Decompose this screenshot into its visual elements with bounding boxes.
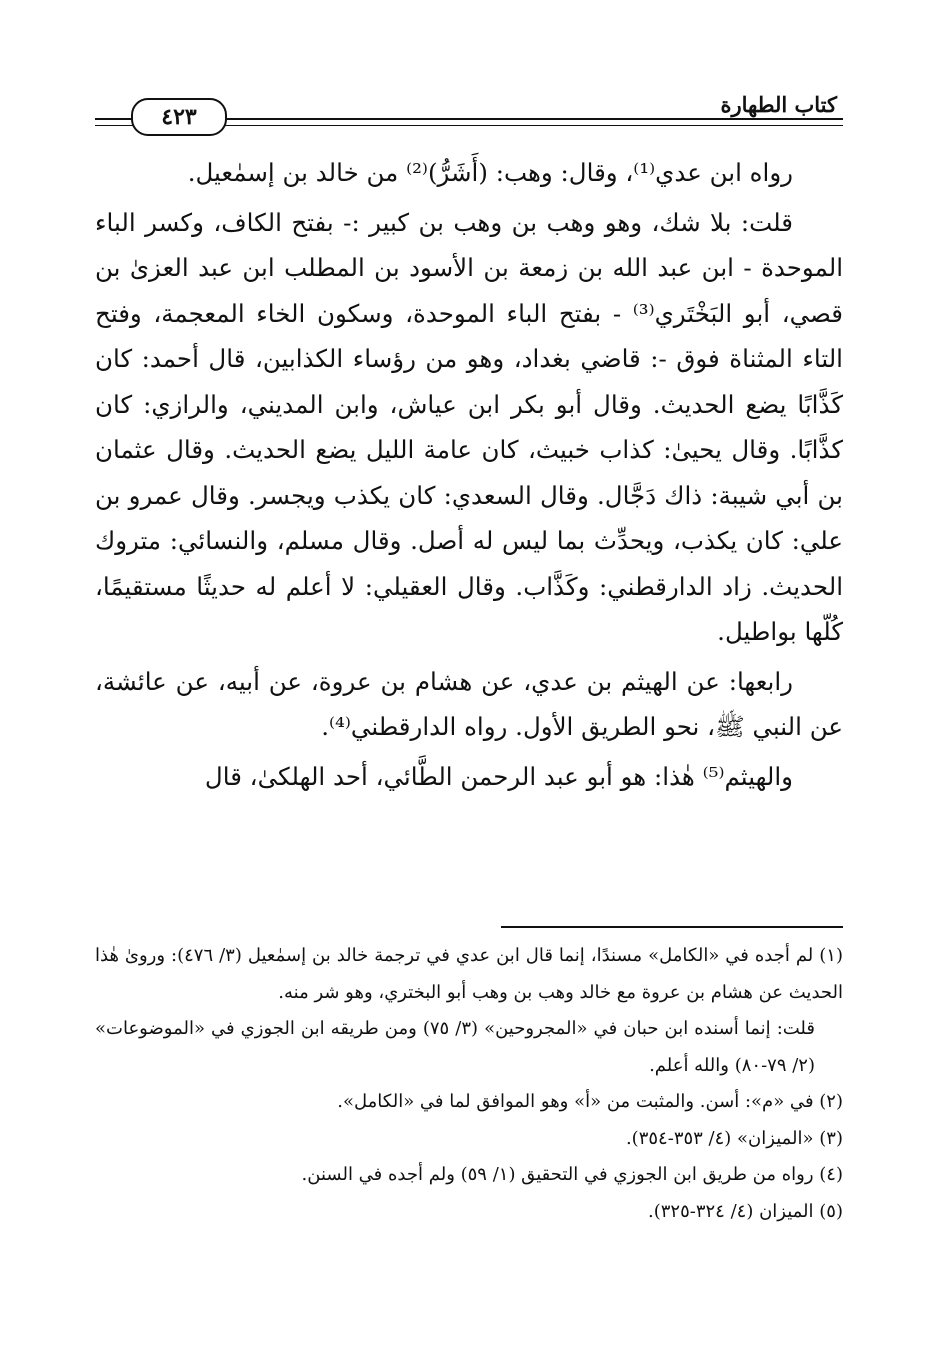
paragraph: قلت: بلا شك، وهو وهب بن وهب بن كبير :- بفتح الكاف، وكسر الباء الموحدة - ابن عبد الله بن زمعة بن الأسود بن المطلب ابن عبد العزىٰ بن قصي، أبو البَخْتَري⁽³⁾ - بفتح الباء الموحدة، وسكون الخاء المعجمة، وفتح التاء المثناة فوق -: قاضي بغداد، وهو من رؤساء الكذابين، قال أحمد: كان كَذَّابًا يضع الحديث. وقال أبو بكر ابن عياش، وابن المديني، والرازي: كان كذَّابًا. وقال يحيىٰ: كذاب خبيث، كان عامة الليل يضع الحديث. وقال عثمان بن أبي شيبة: ذاك دَجَّال. وقال السعدي: كان يكذب ويجسر. وقال عمرو بن علي: كان يكذب، ويحدِّث بما ليس له أصل. وقال مسلم، والنسائي: متروك الحديث. زاد الدارقطني: وكَذَّاب. وقال العقيلي: لا أعلم له حديثًا مستقيمًا، كُلّها بواطيل. xyxy=(95,207,843,646)
footnote-separator xyxy=(501,926,843,928)
footnotes xyxy=(95,938,843,1230)
footnote-3: (٣) «الميزان» (٤/ ٣٥٣-٣٥٤). xyxy=(625,1127,843,1149)
footnote-5: (٥) الميزان (٤/ ٣٢٤-٣٢٥). xyxy=(647,1200,843,1222)
page-number: ٤٢٣ xyxy=(131,98,227,136)
footnote-4: (٤) رواه من طريق ابن الجوزي في التحقيق (١/ ٥٩) ولم أجده في السنن. xyxy=(301,1164,843,1185)
footnote-1-continued: قلت: إنما أسنده ابن حبان في «المجروحين» (٣/ ٧٥) ومن طريقه ابن الجوزي في «الموضوعات» (٢/ ٧٩-٨٠) والله أعلم. xyxy=(95,1018,815,1076)
footnote-2: (٢) في «م»: أسن. والمثبت من «أ» وهو الموافق لما في «الكامل». xyxy=(337,1091,843,1112)
paragraph: رابعها: عن الهيثم بن عدي، عن هشام بن عروة، عن أبيه، عن عائشة، عن النبي ﷺ، نحو الطريق الأول. رواه الدارقطني⁽⁴⁾. xyxy=(95,666,843,741)
book-title: كتاب الطهارة xyxy=(711,92,840,118)
paragraph: رواه ابن عدي⁽¹⁾، وقال: وهب: (أَشَرُّ)⁽²⁾ من خالد بن إسمٰعيل. xyxy=(187,158,793,187)
paragraph: والهيثم⁽⁵⁾ هٰذا: هو أبو عبد الرحمن الطَّائي، أحد الهلكىٰ، قال xyxy=(204,761,793,791)
footnote-1: (١) لم أجده في «الكامل» مسندًا، إنما قال ابن عدي في ترجمة خالد بن إسمٰعيل (٣/ ٤٧٦): وروىٰ هٰذا الحديث عن هشام بن عروة مع خالد وهب بن وهب أبو البختري، وهو شر منه. xyxy=(95,945,843,1003)
running-header xyxy=(95,90,843,132)
main-text xyxy=(95,150,843,799)
